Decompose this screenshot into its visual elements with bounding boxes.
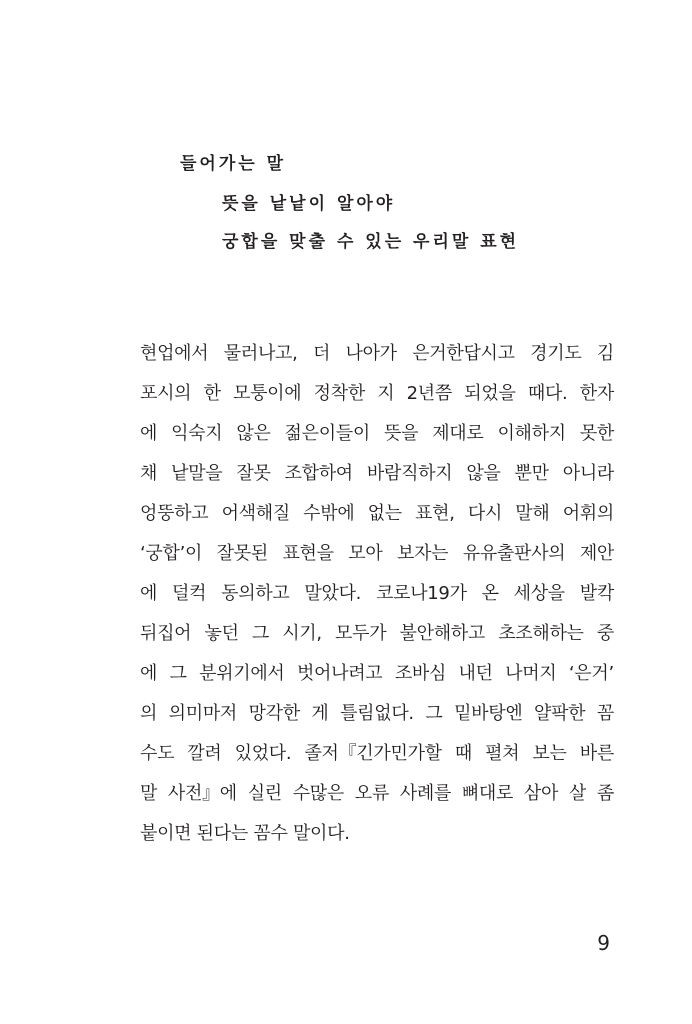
heading-line-2: 뜻을 낱낱이 알아야: [222, 194, 396, 214]
word: 한자: [579, 383, 614, 404]
word: 모아: [348, 543, 383, 564]
word: 한: [203, 383, 221, 404]
word: 뿐만: [514, 463, 549, 484]
word: 망각한: [248, 703, 300, 724]
word: 더: [312, 343, 331, 364]
word: 밑바탕엔: [454, 703, 523, 724]
word: 엉뚱하고: [140, 503, 209, 524]
word: 코로나19가: [376, 583, 467, 604]
paragraph-line-1: [140, 340, 614, 368]
paragraph-line-3: [140, 420, 614, 448]
word: 조합하여: [284, 463, 353, 484]
paragraph-line-7: [140, 580, 614, 608]
word: 사전』에: [167, 783, 237, 804]
word: 에: [140, 583, 158, 604]
word: 게: [311, 703, 329, 724]
word: 뼈대로: [461, 783, 514, 804]
word: 포시의: [140, 383, 192, 404]
paragraph-line-11: [140, 740, 614, 768]
word: 지: [377, 383, 395, 404]
paragraph-line-5: [140, 500, 614, 528]
word: 제대로: [432, 423, 484, 444]
word: 얄팍한: [533, 703, 586, 724]
word: 젊은이들이: [284, 423, 370, 444]
word: 초조해하는: [498, 623, 584, 644]
word: 아니라: [562, 463, 614, 484]
word: 않을: [466, 463, 501, 484]
word: 살: [568, 783, 587, 804]
word: 채: [140, 463, 158, 484]
word: 때: [454, 743, 472, 764]
word: 시기,: [282, 623, 322, 644]
word: 수많은: [292, 783, 344, 804]
word: 김: [596, 343, 614, 364]
word: 실린: [247, 783, 282, 804]
word: 그: [425, 703, 443, 724]
word: 세상을: [513, 583, 565, 604]
paragraph-line-4: [140, 460, 614, 488]
word: 덜컥: [172, 583, 207, 604]
word: 보자는: [396, 543, 449, 564]
word: 온: [481, 583, 499, 604]
heading-line-1: 들어가는 말: [180, 154, 287, 174]
word: 정착한: [313, 383, 365, 404]
word: 삼아: [523, 783, 559, 804]
word: 오류: [354, 783, 389, 804]
word: 못한: [579, 423, 614, 444]
word: 의: [140, 703, 158, 724]
word: 뒤집어: [140, 623, 192, 644]
word: 뜻을: [384, 423, 419, 444]
word: 보는: [532, 743, 567, 764]
page-number: 9: [597, 931, 610, 955]
word: 깔려: [187, 743, 222, 764]
word: 되었을: [464, 383, 516, 404]
word: 꼼: [596, 703, 614, 724]
word: 바람직하지: [366, 463, 453, 484]
word: 좀: [596, 783, 614, 804]
word: 수도: [140, 743, 175, 764]
word: 표현을: [282, 543, 334, 564]
word: 의미마저: [168, 703, 238, 724]
word: 불안해하고: [399, 623, 485, 644]
paragraph-line-10: [140, 700, 614, 728]
word: 졸저『긴가민가할: [304, 743, 442, 764]
word: 낱말을: [171, 463, 223, 484]
word: 에: [140, 663, 158, 684]
word: 중: [596, 623, 614, 644]
word: 동의하고: [221, 583, 290, 604]
word: 벗어나려고: [296, 663, 383, 684]
word: 다시: [467, 503, 503, 524]
paragraph-line-2: [140, 380, 614, 408]
heading-line-3: 궁합을 맞출 수 있는 우리말 표현: [222, 232, 520, 252]
word: 없는: [367, 503, 402, 524]
word: 나아가: [345, 343, 397, 364]
word: 분위기에서: [199, 663, 285, 684]
word: 놓던: [204, 623, 239, 644]
word: 조바심: [394, 663, 447, 684]
word: 내던: [458, 663, 493, 684]
word: 2년쯤: [406, 383, 452, 404]
word: 말았다.: [304, 583, 362, 604]
word: 에: [140, 423, 158, 444]
paragraph-line-13: 붙이면 된다는 꼼수 말이다.: [140, 823, 350, 844]
word: 사례를: [399, 783, 452, 804]
word: 그: [169, 663, 187, 684]
word: 그: [251, 623, 269, 644]
word: 어색해질: [221, 503, 290, 524]
word: 수밖에: [303, 503, 355, 524]
word: 말해: [515, 503, 550, 524]
word: 발칵: [579, 583, 614, 604]
word: 모두가: [335, 623, 387, 644]
word: 잘못: [236, 463, 271, 484]
word: 유유출판사의: [462, 543, 566, 564]
word: 때다.: [527, 383, 568, 404]
word: 제안: [579, 543, 614, 564]
paragraph-line-8: [140, 620, 614, 648]
word: 모퉁이에: [232, 383, 302, 404]
word: ‘은거’: [568, 663, 614, 684]
paragraph-line-9: [140, 660, 614, 688]
word: 물러나고,: [223, 343, 298, 364]
word: 틀림없다.: [340, 703, 414, 724]
word: 이해하지: [497, 423, 566, 444]
word: 않은: [236, 423, 271, 444]
word: 나머지: [505, 663, 557, 684]
word: 익숙지: [171, 423, 223, 444]
word: 펼쳐: [485, 743, 520, 764]
word: 바른: [579, 743, 614, 764]
word: 어휘의: [562, 503, 614, 524]
word: 잘못된: [216, 543, 268, 564]
word: 말: [140, 783, 158, 804]
word: 표현,: [415, 503, 455, 524]
word: 은거한답시고: [412, 343, 515, 364]
paragraph-line-6: [140, 540, 614, 568]
word: 현업에서: [140, 343, 209, 364]
word: 경기도: [530, 343, 582, 364]
paragraph-line-12: [140, 780, 614, 808]
word: 있었다.: [234, 743, 292, 764]
word: ‘궁합’이: [140, 543, 203, 564]
